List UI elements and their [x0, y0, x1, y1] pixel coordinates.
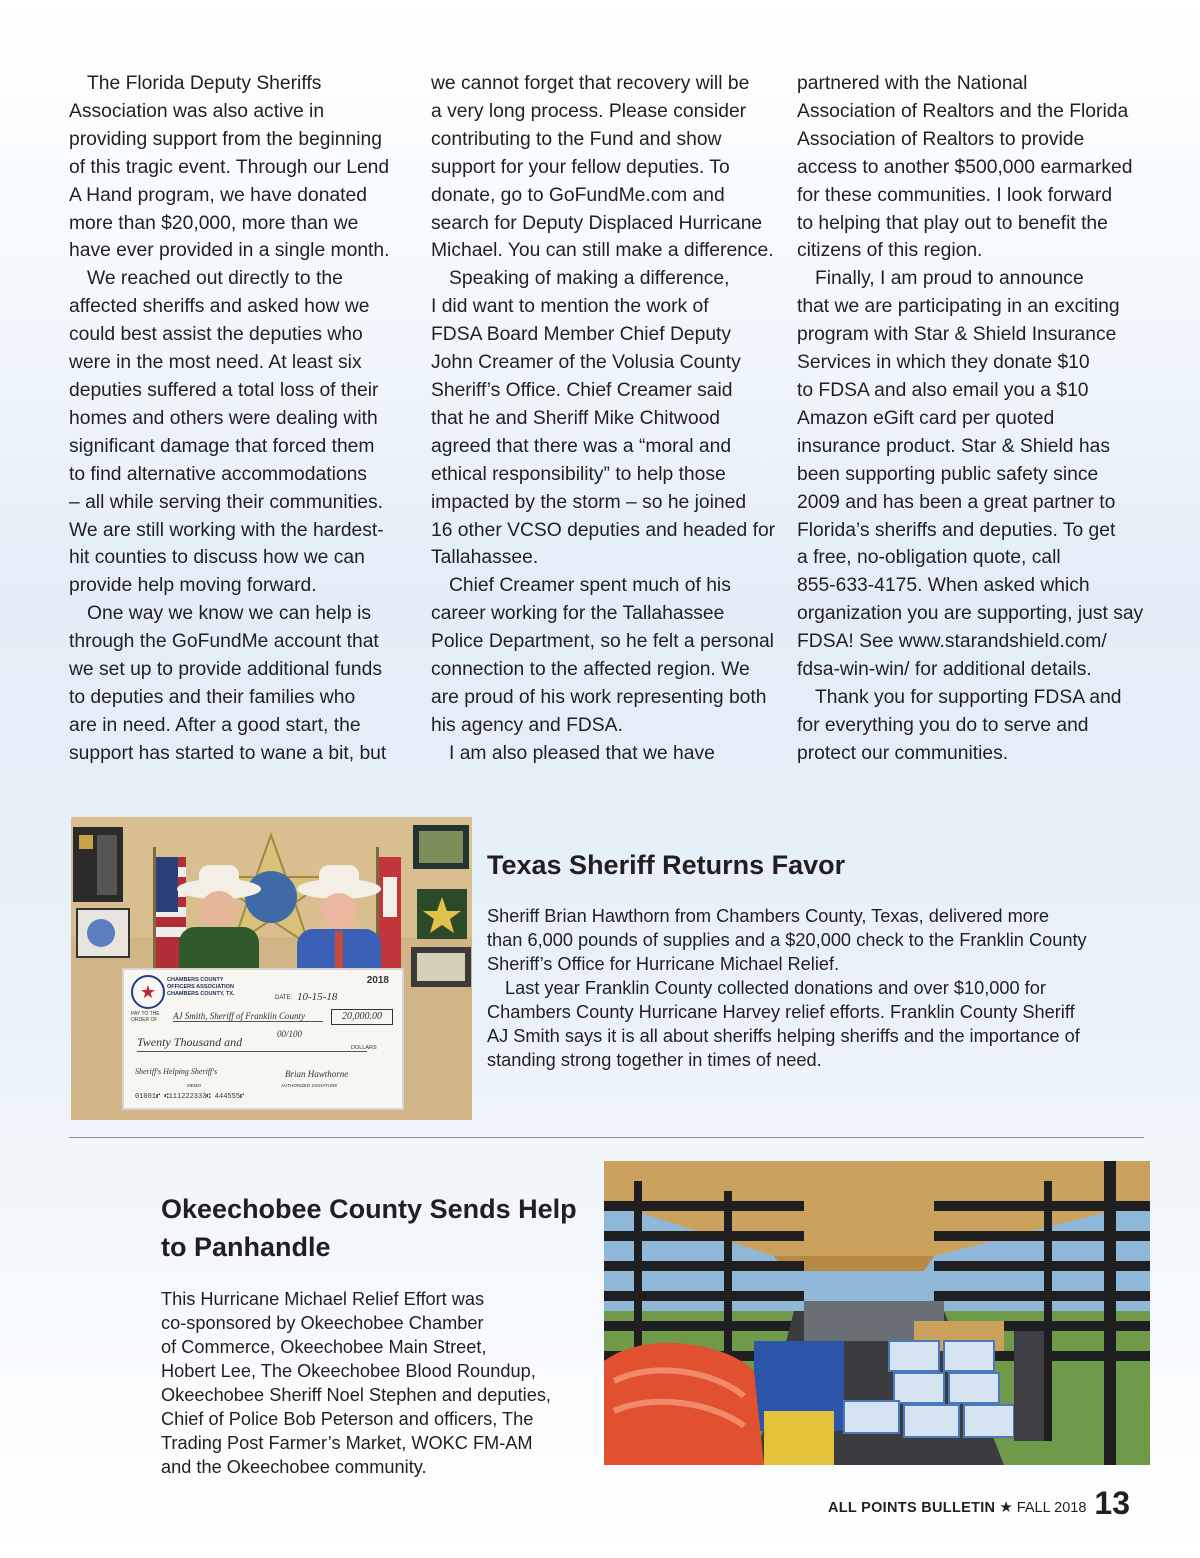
paragraph: One way we know we can help is through the GoFundMe account that we set up to provide additional funds to deputies and their families who are in need. After a good start, the support has started to wane a bit, but [69, 603, 387, 764]
issue-season: FALL 2018 [1016, 1500, 1087, 1516]
article-column-1 [69, 70, 409, 768]
article-column-3 [797, 70, 1157, 768]
texas-heading: Texas Sheriff Returns Favor [487, 850, 846, 880]
paragraph: Finally, I am proud to announce that we are participating in an exciting program with Star & Shield Insurance Services in which they donate $10 to FDSA and also email you a $10 Amazon eGift card per quoted insurance product. Star & Shield has been supporting public safety since 2009 and has been a great partner to Florida’s sheriffs and deputies. To get a free, no-obligation quote, call 855-633-4175. When asked which organization you are supporting, just say FDSA! See www.starandshield.com/ fdsa-win-win/ for additional details. [797, 268, 1144, 681]
check-signature: Brian Hawthorne [285, 1069, 349, 1079]
paragraph: The Florida Deputy Sheriffs Association was also active in providing support from the beginning of this tragic event. Through our Lend A Hand program, we have donated more than $20,000, more than we have ever provided in a single month. [69, 73, 390, 262]
check-year: 2018 [366, 975, 389, 986]
paragraph: partnered with the National Association of Realtors and the Florida Association of Realtors to provide access to another $500,000 earmarked for these communities. I look forward to helping that play out to benefit the citizens of this region. [797, 73, 1133, 262]
paragraph: Chief Creamer spent much of his career working for the Tallahassee Police Department, so he felt a personal connection to the affected region. We are proud of his work representing both his agency and FDSA. [431, 575, 774, 736]
check-date: 10-15-18 [297, 991, 338, 1003]
check-memo-label: MEMO [187, 1083, 201, 1088]
check-micr-line: 01001⑈ ⑆111222333⑆ 444555⑈ [135, 1093, 245, 1101]
section-divider [69, 1137, 1144, 1138]
paragraph: Sheriff Brian Hawthorn from Chambers County, Texas, delivered more than 6,000 pounds of supplies and a $20,000 check to the Franklin County Sheriff’s Office for Hurricane Michael Relief. [487, 906, 1087, 974]
texas-body [487, 904, 1087, 1072]
check-org-line: CHAMBERS COUNTY [167, 977, 224, 983]
trailer-supplies-photo [604, 1161, 1150, 1465]
star-icon: ★ [999, 1499, 1013, 1516]
article-column-2 [431, 70, 781, 768]
paragraph: we cannot forget that recovery will be a very long process. Please consider contributing to the Fund and show support for your fellow deputies. To donate, go to GoFundMe.com and search for Deputy Displaced Hurricane Michael. You can still make a difference. [431, 73, 774, 262]
star-logo-icon: ★ [131, 975, 165, 1009]
paragraph: Last year Franklin County collected donations and over $10,000 for Chambers County Hurricane Harvey relief efforts. Franklin County Sheriff AJ Smith says it is all about sheriffs helping sheriffs and the importance of standing strong together in times of need. [487, 978, 1080, 1070]
paragraph: Thank you for supporting FDSA and for everything you do to serve and protect our communities. [797, 686, 1122, 764]
check-memo: Sheriff's Helping Sheriff's [135, 1067, 218, 1076]
check-signature-label: AUTHORIZED SIGNATURE [281, 1083, 338, 1088]
paragraph: Speaking of making a difference, I did want to mention the work of FDSA Board Member Chief Deputy John Creamer of the Volusia County Sheriff’s Office. Chief Creamer said that he and Sheriff Mike Chitwood agreed that there was a “moral and ethical responsibility” to help those impacted by the storm – so he joined 16 other VCSO deputies and headed for Tallahassee. [431, 268, 776, 569]
paragraph: I am also pleased that we have [449, 742, 715, 764]
okeechobee-heading: Okeechobee County Sends Help to Panhandle [161, 1194, 577, 1262]
page-footer [828, 1480, 1130, 1520]
big-check [125, 971, 401, 1107]
check-pay-label: PAY TO THE ORDER OF [131, 1011, 160, 1023]
okeechobee-body: This Hurricane Michael Relief Effort was co-sponsored by Okeechobee Chamber of Commerce, Okeechobee Main Street, Hobert Lee, The Okeechobee Blood Roundup, Okeechobee Sheriff Noel Stephen and deputies, Chief of Police Bob Peterson and officers, The Trading Post Farmer’s Market, WOKC FM-AM and the Okeechobee community. [161, 1289, 551, 1477]
texas-sheriffs-photo [71, 817, 472, 1120]
publication-name: ALL POINTS BULLETIN [827, 1500, 996, 1516]
page-number: 13 [1094, 1485, 1130, 1521]
paragraph: We reached out directly to the affected sheriffs and asked how we could best assist the deputies who were in the most need. At least six deputies suffered a total loss of their homes and others were dealing with significant damage that forced them to find alternative accommodations – all while serving their communities. We are still working with the hardest- hit counties to discuss how we can provide help moving forward. [69, 268, 384, 597]
check-dollars-label: DOLLARS [351, 1045, 377, 1051]
check-amount-box: 20,000.00 [331, 1009, 393, 1025]
check-org-line: CHAMBERS COUNTY, TX. [167, 991, 235, 997]
check-payee: AJ Smith, Sheriff of Franklin County [173, 1011, 323, 1022]
check-cents: 00/100 [277, 1029, 303, 1039]
check-org-line: OFFICERS ASSOCIATION [167, 984, 234, 990]
check-written-amount: Twenty Thousand and [137, 1035, 243, 1049]
check-date-label: DATE: [275, 995, 293, 1001]
